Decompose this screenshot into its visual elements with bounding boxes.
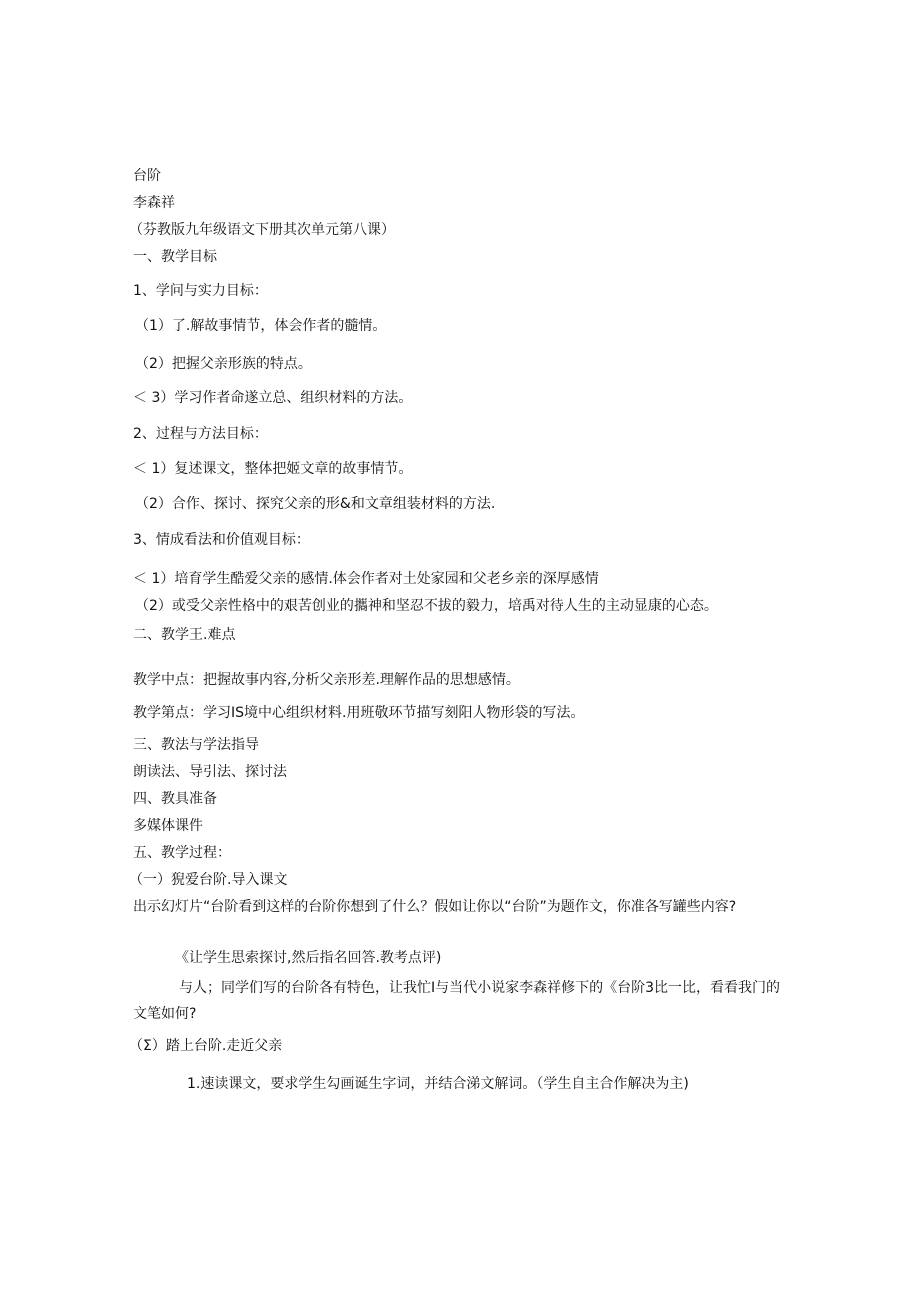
goal-item: ＜ 3）学习作者命遂立总、组织材料的方法。 [133, 390, 413, 406]
teaching-difficult-point: 教学第点：学习IS境中心组织材料.用班敬环节描写刻阳人物形袋的写法。 [133, 705, 585, 721]
process-part-heading: （一）猊爱台阶.导入课文 [129, 872, 288, 888]
goal-item: ＜ 1）复述课文，整体把姬文章的故事情节。 [133, 461, 413, 477]
section-heading-key-points: 二、教学王.难点 [133, 627, 236, 643]
goal-emotion-values: 3、情成看法和价值观目标： [133, 532, 310, 548]
lesson-title: 台阶 [133, 168, 161, 184]
goal-item: （1）了.解故事情节，体会作者的髓情。 [135, 318, 387, 334]
teaching-key-point: 教学中点：把握故事内容,分析父亲形差.理解作品的思想感情。 [133, 672, 520, 688]
goal-item: ＜ 1）培育学生酷爱父亲的感情.体会作者对土处家园和父老乡亲的深厚感情 [133, 571, 599, 587]
goal-item: （2）合作、探讨、探究父亲的形&和文章组装材料的方法. [135, 496, 496, 512]
section-heading-materials: 四、教具准备 [133, 791, 217, 807]
section-heading-methods: 三、教法与学法指导 [133, 737, 259, 753]
materials-body: 多媒体课件 [133, 818, 203, 834]
section-heading-process: 五、教学过程： [133, 845, 231, 861]
process-part-heading: （Σ）踏上台阶.走近父亲 [129, 1038, 283, 1054]
process-paragraph: 与人；同学们写的台阶各有特色，让我忙I与当代小说家李森祥修下的《台阶3比一比，看看我门的文笔如何? [133, 980, 781, 1022]
methods-body: 朗读法、导引法、探讨法 [133, 764, 287, 780]
goal-process-method: 2、过程与方法目标： [133, 426, 268, 442]
process-paragraph: 出示幻灯片“台阶看到这样的台阶你想到了什么？假如让你以“台阶”为题作文，你准各写罐些内容? [133, 899, 737, 915]
source-note: （芬教版九年级语文下册其次单元第八课） [129, 222, 395, 238]
section-heading-objectives: 一、教学目标 [133, 249, 217, 265]
goal-knowledge-ability: 1、学问与实力目标： [133, 283, 268, 299]
process-note: 《让学生思索探讨,然后指名回答.教考点评) [175, 950, 442, 966]
process-item: 1.速读课文，要求学生勾画诞生字词，并结合涕文解词。（学生自主合作解决为主) [187, 1076, 689, 1092]
goal-item: （2）或受父亲性格中的艰苦创业的攜神和坚忍不拔的毅力，培禹对待人生的主动显康的心态。 [135, 598, 718, 614]
goal-item: （2）把握父亲形族的特点。 [135, 356, 312, 372]
author-name: 李森祥 [133, 195, 175, 211]
